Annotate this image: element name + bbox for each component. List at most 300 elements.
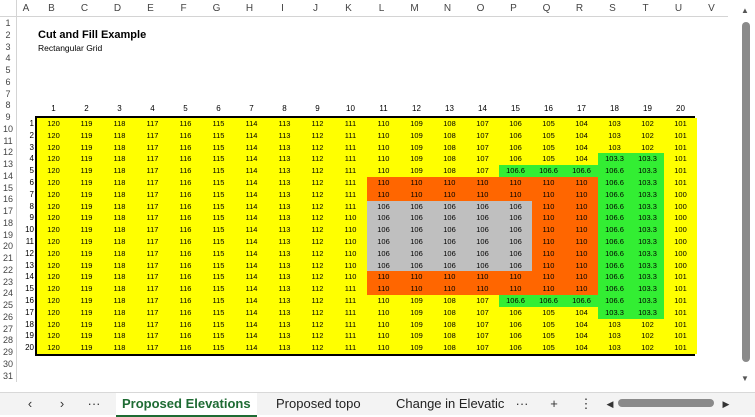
elevation-cell[interactable]: 117 (136, 224, 169, 236)
horizontal-scroll-thumb[interactable] (618, 399, 714, 407)
grid-row-number[interactable]: 1 (29, 119, 34, 128)
elevation-cell[interactable]: 116 (169, 177, 202, 189)
elevation-cell[interactable]: 120 (37, 342, 70, 354)
elevation-cell[interactable]: 102 (631, 342, 664, 354)
elevation-cell[interactable]: 108 (433, 165, 466, 177)
elevation-cell[interactable]: 100 (664, 201, 697, 213)
grid-row-number[interactable]: 5 (29, 166, 34, 176)
elevation-cell[interactable]: 106 (400, 236, 433, 248)
elevation-cell[interactable]: 114 (235, 165, 268, 177)
elevation-cell[interactable]: 111 (334, 319, 367, 331)
elevation-cell[interactable]: 111 (334, 153, 367, 165)
add-sheet-icon[interactable]: + (550, 396, 558, 411)
elevation-cell[interactable]: 110 (532, 201, 565, 213)
elevation-cell[interactable]: 101 (664, 342, 697, 354)
tab-change-in-elevation[interactable]: Change in Elevatic (396, 396, 505, 411)
elevation-cell[interactable]: 118 (103, 212, 136, 224)
elevation-cell[interactable]: 109 (400, 165, 433, 177)
elevation-cell[interactable]: 106.6 (499, 165, 532, 177)
grid-row-number[interactable]: 2 (29, 130, 34, 140)
elevation-cell[interactable]: 115 (202, 224, 235, 236)
elevation-cell[interactable]: 116 (169, 153, 202, 165)
elevation-cell[interactable]: 119 (70, 224, 103, 236)
column-header-f[interactable]: F (167, 0, 200, 17)
elevation-cell[interactable]: 112 (301, 295, 334, 307)
grid-column-number[interactable]: 3 (117, 104, 122, 113)
elevation-cell[interactable]: 113 (268, 130, 301, 142)
elevation-cell[interactable]: 110 (532, 224, 565, 236)
elevation-cell[interactable]: 105 (532, 307, 565, 319)
row-header-13[interactable]: 13 (0, 158, 17, 170)
elevation-cell[interactable]: 118 (103, 224, 136, 236)
elevation-cell[interactable]: 101 (664, 271, 697, 283)
elevation-cell[interactable]: 120 (37, 319, 70, 331)
elevation-cell[interactable]: 112 (301, 165, 334, 177)
elevation-cell[interactable]: 105 (532, 130, 565, 142)
elevation-cell[interactable]: 120 (37, 236, 70, 248)
elevation-cell[interactable]: 119 (70, 271, 103, 283)
elevation-cell[interactable]: 116 (169, 212, 202, 224)
elevation-cell[interactable]: 117 (136, 212, 169, 224)
elevation-cell[interactable]: 112 (301, 142, 334, 154)
grid-column-number[interactable]: 11 (379, 104, 388, 113)
elevation-cell[interactable]: 118 (103, 295, 136, 307)
column-header-r[interactable]: R (563, 0, 596, 17)
elevation-cell[interactable]: 114 (235, 201, 268, 213)
row-header-8[interactable]: 8 (0, 99, 17, 111)
elevation-cell[interactable]: 116 (169, 307, 202, 319)
elevation-cell[interactable]: 110 (334, 271, 367, 283)
column-header-p[interactable]: P (497, 0, 530, 17)
elevation-cell[interactable]: 101 (664, 295, 697, 307)
column-header-t[interactable]: T (629, 0, 662, 17)
elevation-cell[interactable]: 110 (334, 248, 367, 260)
elevation-cell[interactable]: 110 (532, 260, 565, 272)
elevation-cell[interactable]: 117 (136, 153, 169, 165)
column-header-a[interactable]: A (17, 0, 35, 17)
elevation-cell[interactable]: 108 (433, 342, 466, 354)
grid-column-number[interactable]: 12 (412, 104, 421, 113)
row-header-10[interactable]: 10 (0, 123, 17, 135)
elevation-cell[interactable]: 110 (367, 307, 400, 319)
elevation-cell[interactable]: 102 (631, 142, 664, 154)
row-header-7[interactable]: 7 (0, 88, 17, 100)
elevation-cell[interactable]: 115 (202, 271, 235, 283)
elevation-cell[interactable]: 106 (466, 201, 499, 213)
row-header-29[interactable]: 29 (0, 346, 17, 358)
elevation-cell[interactable]: 117 (136, 295, 169, 307)
elevation-cell[interactable]: 106.6 (598, 248, 631, 260)
elevation-cell[interactable]: 114 (235, 153, 268, 165)
elevation-cell[interactable]: 106 (400, 260, 433, 272)
elevation-cell[interactable]: 103.3 (631, 307, 664, 319)
elevation-cell[interactable]: 106 (433, 201, 466, 213)
elevation-cell[interactable]: 117 (136, 130, 169, 142)
elevation-cell[interactable]: 112 (301, 236, 334, 248)
elevation-cell[interactable]: 113 (268, 307, 301, 319)
elevation-cell[interactable]: 120 (37, 165, 70, 177)
grid-row-number[interactable]: 16 (25, 296, 34, 305)
elevation-cell[interactable]: 101 (664, 283, 697, 295)
elevation-cell[interactable]: 117 (136, 342, 169, 354)
elevation-cell[interactable]: 115 (202, 319, 235, 331)
elevation-cell[interactable]: 100 (664, 260, 697, 272)
elevation-cell[interactable]: 110 (532, 271, 565, 283)
elevation-cell[interactable]: 110 (532, 177, 565, 189)
elevation-cell[interactable]: 106 (400, 212, 433, 224)
elevation-cell[interactable]: 108 (433, 295, 466, 307)
elevation-cell[interactable]: 106.6 (598, 177, 631, 189)
elevation-cell[interactable]: 110 (367, 118, 400, 130)
elevation-cell[interactable]: 106 (499, 236, 532, 248)
elevation-cell[interactable]: 119 (70, 283, 103, 295)
elevation-cell[interactable]: 106 (367, 260, 400, 272)
elevation-cell[interactable]: 117 (136, 177, 169, 189)
elevation-cell[interactable]: 101 (664, 307, 697, 319)
elevation-cell[interactable]: 114 (235, 130, 268, 142)
elevation-cell[interactable]: 113 (268, 165, 301, 177)
elevation-cell[interactable]: 120 (37, 260, 70, 272)
elevation-cell[interactable]: 106 (499, 319, 532, 331)
elevation-cell[interactable]: 114 (235, 177, 268, 189)
elevation-cell[interactable]: 107 (466, 295, 499, 307)
elevation-cell[interactable]: 119 (70, 177, 103, 189)
elevation-cell[interactable]: 119 (70, 330, 103, 342)
row-header-4[interactable]: 4 (0, 52, 17, 64)
elevation-cell[interactable]: 110 (565, 201, 598, 213)
elevation-cell[interactable]: 119 (70, 342, 103, 354)
grid-row-number[interactable]: 9 (29, 213, 34, 223)
elevation-cell[interactable]: 113 (268, 153, 301, 165)
tab-prev-icon[interactable]: ‹ (27, 396, 33, 411)
elevation-cell[interactable]: 118 (103, 201, 136, 213)
row-header-16[interactable]: 16 (0, 193, 17, 205)
elevation-cell[interactable]: 106 (367, 201, 400, 213)
elevation-cell[interactable]: 120 (37, 118, 70, 130)
elevation-cell[interactable]: 103.3 (631, 165, 664, 177)
column-header-o[interactable]: O (464, 0, 497, 17)
elevation-cell[interactable]: 116 (169, 248, 202, 260)
elevation-cell[interactable]: 120 (37, 330, 70, 342)
column-header-e[interactable]: E (134, 0, 167, 17)
row-header-24[interactable]: 24 (0, 287, 17, 299)
elevation-cell[interactable]: 115 (202, 201, 235, 213)
elevation-cell[interactable]: 112 (301, 201, 334, 213)
elevation-cell[interactable]: 120 (37, 271, 70, 283)
elevation-cell[interactable]: 111 (334, 342, 367, 354)
elevation-cell[interactable]: 104 (565, 130, 598, 142)
elevation-cell[interactable]: 103.3 (631, 201, 664, 213)
elevation-cell[interactable]: 119 (70, 248, 103, 260)
elevation-cell[interactable]: 108 (433, 142, 466, 154)
elevation-cell[interactable]: 118 (103, 189, 136, 201)
grid-column-number[interactable]: 10 (346, 104, 355, 113)
grid-row-number[interactable]: 3 (29, 142, 34, 152)
elevation-cell[interactable]: 104 (565, 342, 598, 354)
elevation-cell[interactable]: 104 (565, 319, 598, 331)
elevation-cell[interactable]: 106.6 (598, 212, 631, 224)
row-header-19[interactable]: 19 (0, 229, 17, 241)
elevation-cell[interactable]: 119 (70, 295, 103, 307)
elevation-cell[interactable]: 103 (598, 330, 631, 342)
elevation-cell[interactable]: 108 (433, 153, 466, 165)
elevation-cell[interactable]: 113 (268, 201, 301, 213)
elevation-cell[interactable]: 111 (334, 177, 367, 189)
elevation-cell[interactable]: 113 (268, 342, 301, 354)
sheet-subtitle[interactable]: Rectangular Grid (38, 43, 103, 53)
elevation-cell[interactable]: 108 (433, 118, 466, 130)
elevation-cell[interactable]: 106 (499, 153, 532, 165)
column-header-k[interactable]: K (332, 0, 365, 17)
elevation-cell[interactable]: 106 (466, 236, 499, 248)
elevation-cell[interactable]: 106 (499, 118, 532, 130)
elevation-cell[interactable]: 111 (334, 283, 367, 295)
row-header-25[interactable]: 25 (0, 299, 17, 311)
row-header-30[interactable]: 30 (0, 358, 17, 370)
grid-row-number[interactable]: 18 (25, 319, 34, 329)
hscroll-left-icon[interactable]: ◀ (606, 399, 614, 409)
elevation-cell[interactable]: 108 (433, 319, 466, 331)
column-header-c[interactable]: C (68, 0, 101, 17)
elevation-cell[interactable]: 106 (466, 248, 499, 260)
row-header-2[interactable]: 2 (0, 29, 17, 41)
scroll-up-icon[interactable]: ▲ (741, 6, 749, 15)
elevation-cell[interactable]: 113 (268, 189, 301, 201)
elevation-cell[interactable]: 114 (235, 319, 268, 331)
elevation-cell[interactable]: 109 (400, 142, 433, 154)
elevation-cell[interactable]: 106 (499, 224, 532, 236)
row-header-15[interactable]: 15 (0, 182, 17, 194)
grid-row-number[interactable]: 6 (29, 178, 34, 187)
elevation-cell[interactable]: 117 (136, 201, 169, 213)
elevation-cell[interactable]: 110 (367, 130, 400, 142)
elevation-cell[interactable]: 103.3 (631, 248, 664, 260)
column-header-i[interactable]: I (266, 0, 299, 17)
elevation-cell[interactable]: 115 (202, 142, 235, 154)
grid-row-number[interactable]: 12 (25, 248, 34, 258)
elevation-cell[interactable]: 118 (103, 330, 136, 342)
elevation-cell[interactable]: 110 (400, 177, 433, 189)
column-header-q[interactable]: Q (530, 0, 563, 17)
elevation-cell[interactable]: 112 (301, 260, 334, 272)
elevation-cell[interactable]: 110 (499, 189, 532, 201)
elevation-cell[interactable]: 114 (235, 248, 268, 260)
elevation-cell[interactable]: 103.3 (631, 271, 664, 283)
grid-column-number[interactable]: 4 (150, 104, 155, 113)
elevation-cell[interactable]: 113 (268, 283, 301, 295)
elevation-cell[interactable]: 116 (169, 201, 202, 213)
elevation-cell[interactable]: 107 (466, 118, 499, 130)
elevation-cell[interactable]: 120 (37, 212, 70, 224)
elevation-cell[interactable]: 105 (532, 330, 565, 342)
sheet-menu-icon[interactable]: ⋮ (579, 396, 593, 411)
elevation-cell[interactable]: 117 (136, 330, 169, 342)
column-header-v[interactable]: V (695, 0, 728, 17)
elevation-cell[interactable]: 114 (235, 236, 268, 248)
elevation-cell[interactable]: 103.3 (631, 295, 664, 307)
elevation-cell[interactable]: 112 (301, 342, 334, 354)
elevation-cell[interactable]: 103.3 (631, 177, 664, 189)
elevation-cell[interactable]: 110 (400, 189, 433, 201)
column-header-u[interactable]: U (662, 0, 695, 17)
grid-column-number[interactable]: 6 (216, 104, 221, 113)
grid-column-number[interactable]: 20 (676, 104, 685, 113)
elevation-cell[interactable]: 110 (334, 212, 367, 224)
elevation-cell[interactable]: 106.6 (565, 165, 598, 177)
elevation-cell[interactable]: 110 (334, 260, 367, 272)
elevation-cell[interactable]: 118 (103, 118, 136, 130)
column-header-s[interactable]: S (596, 0, 629, 17)
elevation-cell[interactable]: 101 (664, 165, 697, 177)
elevation-cell[interactable]: 111 (334, 295, 367, 307)
elevation-cell[interactable]: 112 (301, 330, 334, 342)
elevation-cell[interactable]: 120 (37, 295, 70, 307)
elevation-cell[interactable]: 119 (70, 165, 103, 177)
elevation-cell[interactable]: 106.6 (598, 189, 631, 201)
elevation-cell[interactable]: 107 (466, 342, 499, 354)
elevation-cell[interactable]: 114 (235, 283, 268, 295)
elevation-cell[interactable]: 100 (664, 224, 697, 236)
elevation-cell[interactable]: 101 (664, 130, 697, 142)
elevation-cell[interactable]: 105 (532, 319, 565, 331)
elevation-cell[interactable]: 100 (664, 236, 697, 248)
elevation-cell[interactable]: 115 (202, 165, 235, 177)
elevation-cell[interactable]: 103 (598, 118, 631, 130)
elevation-cell[interactable]: 103 (598, 130, 631, 142)
elevation-cell[interactable]: 103 (598, 342, 631, 354)
elevation-cell[interactable]: 113 (268, 248, 301, 260)
elevation-cell[interactable]: 106.6 (532, 165, 565, 177)
elevation-cell[interactable]: 117 (136, 118, 169, 130)
elevation-cell[interactable]: 113 (268, 142, 301, 154)
elevation-cell[interactable]: 114 (235, 271, 268, 283)
elevation-cell[interactable]: 118 (103, 142, 136, 154)
elevation-cell[interactable]: 103.3 (631, 260, 664, 272)
column-header-j[interactable]: J (299, 0, 332, 17)
elevation-cell[interactable]: 117 (136, 189, 169, 201)
elevation-cell[interactable]: 113 (268, 260, 301, 272)
elevation-cell[interactable]: 106 (400, 201, 433, 213)
elevation-cell[interactable]: 104 (565, 142, 598, 154)
elevation-cell[interactable]: 106 (433, 260, 466, 272)
elevation-cell[interactable]: 106.6 (499, 295, 532, 307)
elevation-cell[interactable]: 120 (37, 142, 70, 154)
elevation-cell[interactable]: 106 (499, 342, 532, 354)
elevation-cell[interactable]: 112 (301, 307, 334, 319)
row-header-14[interactable]: 14 (0, 170, 17, 182)
elevation-cell[interactable]: 107 (466, 330, 499, 342)
grid-row-number[interactable]: 13 (25, 260, 34, 270)
elevation-cell[interactable]: 102 (631, 130, 664, 142)
elevation-cell[interactable]: 101 (664, 118, 697, 130)
tab-proposed-topo[interactable]: Proposed topo (276, 396, 361, 411)
select-all-corner[interactable] (0, 0, 17, 17)
elevation-cell[interactable]: 110 (367, 330, 400, 342)
elevation-cell[interactable]: 115 (202, 118, 235, 130)
elevation-cell[interactable]: 117 (136, 165, 169, 177)
grid-column-number[interactable]: 9 (315, 104, 320, 113)
row-header-12[interactable]: 12 (0, 146, 17, 158)
grid-column-number[interactable]: 7 (249, 104, 254, 113)
elevation-cell[interactable]: 100 (664, 212, 697, 224)
elevation-cell[interactable]: 106.6 (532, 295, 565, 307)
elevation-cell[interactable]: 115 (202, 153, 235, 165)
elevation-cell[interactable]: 110 (565, 271, 598, 283)
elevation-cell[interactable]: 120 (37, 248, 70, 260)
elevation-cell[interactable]: 110 (367, 189, 400, 201)
elevation-cell[interactable]: 107 (466, 130, 499, 142)
elevation-cell[interactable]: 106 (466, 224, 499, 236)
elevation-cell[interactable]: 103.3 (598, 307, 631, 319)
elevation-cell[interactable]: 118 (103, 307, 136, 319)
elevation-cell[interactable]: 118 (103, 165, 136, 177)
elevation-cell[interactable]: 106 (367, 212, 400, 224)
elevation-cell[interactable]: 110 (466, 283, 499, 295)
elevation-cell[interactable]: 114 (235, 260, 268, 272)
elevation-cell[interactable]: 107 (466, 142, 499, 154)
elevation-cell[interactable]: 111 (334, 307, 367, 319)
elevation-cell[interactable]: 102 (631, 319, 664, 331)
elevation-cell[interactable]: 115 (202, 177, 235, 189)
column-header-m[interactable]: M (398, 0, 431, 17)
elevation-cell[interactable]: 103.3 (631, 283, 664, 295)
row-header-9[interactable]: 9 (0, 111, 17, 123)
elevation-cell[interactable]: 106 (433, 224, 466, 236)
elevation-cell[interactable]: 120 (37, 130, 70, 142)
elevation-cell[interactable]: 104 (565, 330, 598, 342)
elevation-cell[interactable]: 106 (499, 260, 532, 272)
elevation-cell[interactable]: 119 (70, 319, 103, 331)
elevation-cell[interactable]: 110 (433, 189, 466, 201)
elevation-cell[interactable]: 112 (301, 319, 334, 331)
elevation-cell[interactable]: 110 (565, 212, 598, 224)
elevation-cell[interactable]: 113 (268, 118, 301, 130)
elevation-cell[interactable]: 119 (70, 260, 103, 272)
elevation-cell[interactable]: 117 (136, 248, 169, 260)
elevation-cell[interactable]: 110 (400, 271, 433, 283)
elevation-cell[interactable]: 116 (169, 283, 202, 295)
elevation-cell[interactable]: 115 (202, 248, 235, 260)
elevation-cell[interactable]: 111 (334, 165, 367, 177)
elevation-cell[interactable]: 103.3 (631, 236, 664, 248)
elevation-cell[interactable]: 110 (499, 283, 532, 295)
elevation-cell[interactable]: 101 (664, 142, 697, 154)
grid-column-number[interactable]: 1 (51, 104, 56, 113)
row-header-23[interactable]: 23 (0, 276, 17, 288)
elevation-cell[interactable]: 119 (70, 307, 103, 319)
elevation-cell[interactable]: 117 (136, 319, 169, 331)
elevation-cell[interactable]: 110 (367, 153, 400, 165)
row-header-22[interactable]: 22 (0, 264, 17, 276)
elevation-cell[interactable]: 106 (499, 307, 532, 319)
tab-next-icon[interactable]: › (59, 396, 65, 411)
elevation-cell[interactable]: 112 (301, 189, 334, 201)
grid-column-number[interactable]: 19 (643, 104, 652, 113)
elevation-cell[interactable]: 115 (202, 283, 235, 295)
elevation-cell[interactable]: 119 (70, 130, 103, 142)
elevation-cell[interactable]: 103.3 (631, 224, 664, 236)
elevation-cell[interactable]: 112 (301, 224, 334, 236)
grid-row-number[interactable]: 15 (25, 284, 34, 294)
elevation-cell[interactable]: 110 (565, 236, 598, 248)
grid-row-number[interactable]: 14 (25, 272, 34, 282)
elevation-cell[interactable]: 113 (268, 271, 301, 283)
elevation-cell[interactable]: 119 (70, 153, 103, 165)
grid-row-number[interactable]: 20 (25, 343, 34, 353)
elevation-cell[interactable]: 106.6 (565, 295, 598, 307)
elevation-cell[interactable]: 110 (565, 260, 598, 272)
elevation-cell[interactable]: 110 (334, 224, 367, 236)
